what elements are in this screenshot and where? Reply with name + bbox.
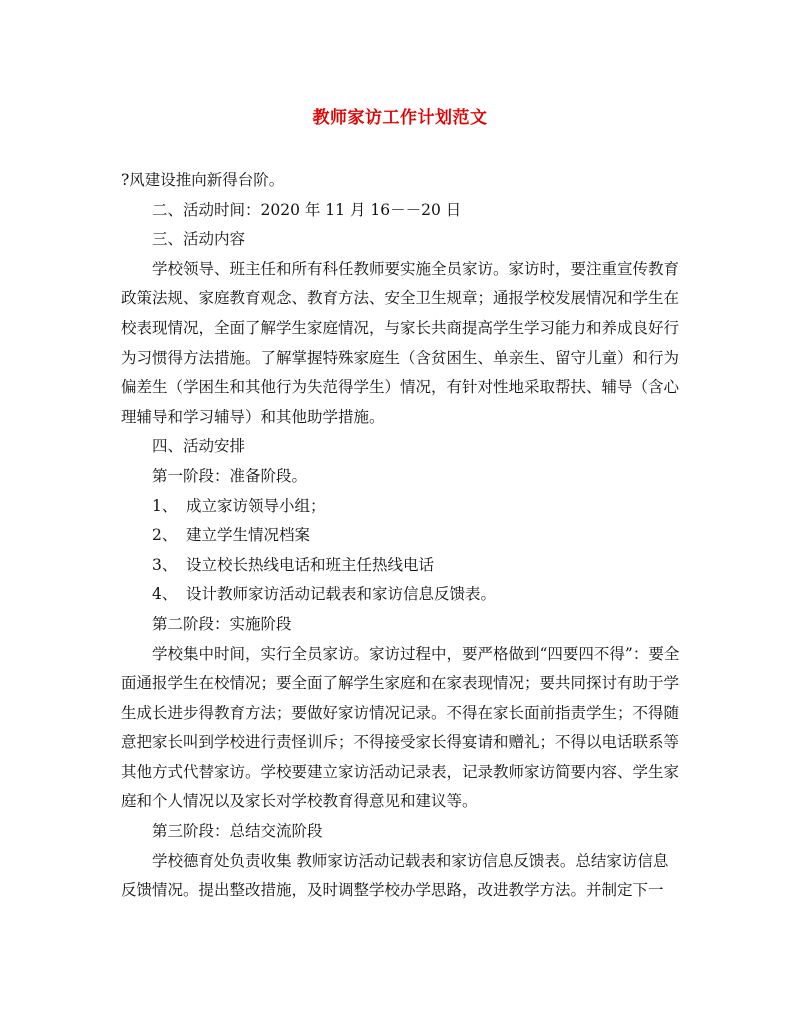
stage-two-heading: 第二阶段：实施阶段 (152, 614, 292, 633)
list-item-text: 设立校长热线电话和班主任热线电话 (186, 555, 435, 574)
document-title: 教师家访工作计划范文 (312, 108, 488, 128)
list-item (121, 551, 681, 581)
paragraph-content: 学校领导、班主任和所有科任教师要实施全员家访。家访时，要注重宣传教育政策法规、家庭教育观念、教育方法、安全卫生规章；通报学校发展情况和学生在校表现情况，全面了解学生家庭情况，与家长共商提高学生学习能力和养成良好行为习惯得方法措施。了解掌握特殊家庭生（含贫困生、单亲生、留守儿童）和行为偏差生（学困生和其他行为失范得学生）情况，有针对性地采取帮扶、辅导（含心理辅导和学习辅导）和其他助学措施。 (121, 259, 680, 426)
section-heading-arrangement: 四、活动安排 (152, 437, 246, 456)
stage-three-heading: 第三阶段：总结交流阶段 (152, 822, 323, 841)
list-item (121, 521, 681, 551)
list-item-number: 4、 (152, 585, 178, 604)
document-body (121, 166, 681, 906)
paragraph-continuation: ?风建设推向新得台阶。 (121, 171, 285, 189)
section-heading-content: 三、活动内容 (152, 230, 246, 249)
list-item-text: 成立家访领导小组； (186, 496, 326, 515)
stage-one-heading: 第一阶段：准备阶段。 (152, 466, 308, 485)
list-item-text: 设计教师家访活动记载表和家访信息反馈表。 (186, 585, 497, 604)
list-item-number: 3、 (152, 555, 178, 574)
paragraph-implementation: 学校集中时间，实行全员家访。家访过程中，要严格做到“四要四不得”：要全面通报学生在校情况；要全面了解学生家庭和在家表现情况；要共同探讨有助于学生成长进步得教育方法；要做好家访情况记录。不得在家长面前指责学生；不得随意把家长叫到学校进行责怪训斥；不得接受家长得宴请和赠礼；不得以电话联系等其他方式代替家访。学校要建立家访活动记录表，记录教师家访简要内容、学生家庭和个人情况以及家长对学校教育得意见和建议等。 (121, 644, 680, 811)
list-item-number: 2、 (152, 526, 178, 545)
list-item (121, 492, 681, 522)
paragraph-summary: 学校德育处负责收集 教师家访活动记载表和家访信息反馈表。总结家访信息反馈情况。提出整改措施，及时调整学校办学思路，改进教学方法。并制定下一 (121, 851, 669, 900)
list-item-text: 建立学生情况档案 (186, 526, 311, 545)
list-item (121, 580, 681, 610)
list-item-number: 1、 (152, 496, 178, 515)
section-activity-time: 二、活动时间：2020 年 11 月 16－－20 日 (152, 200, 462, 219)
